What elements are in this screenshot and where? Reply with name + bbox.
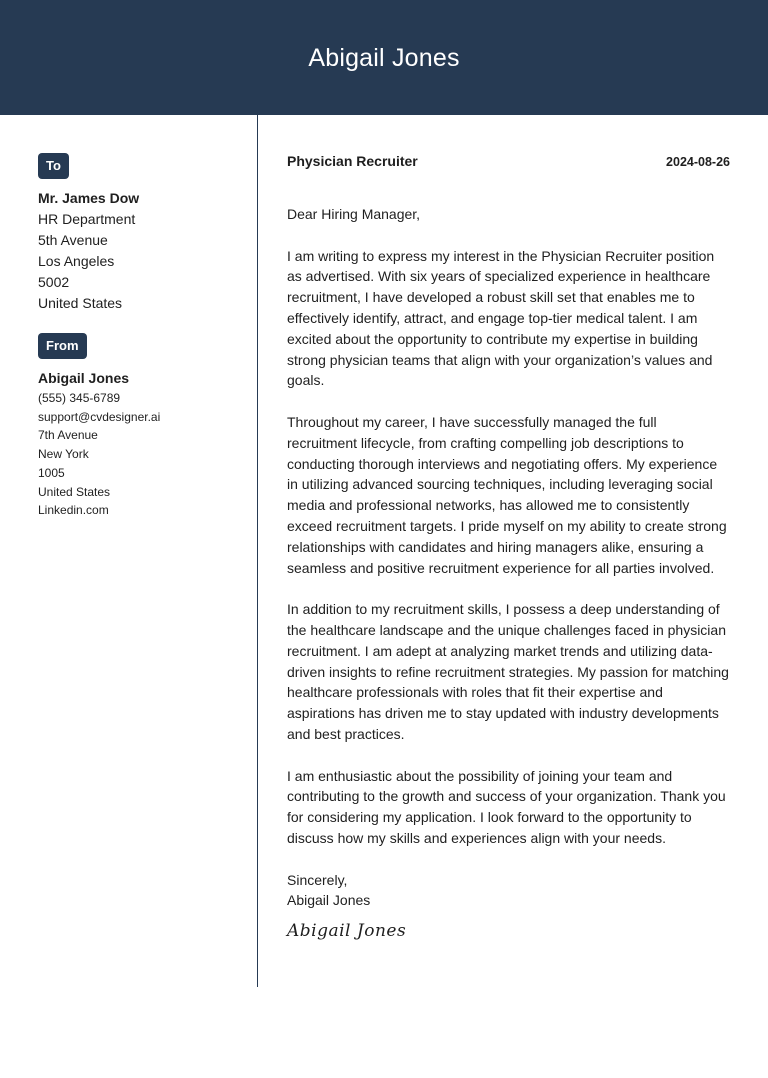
- recipient-street: 5th Avenue: [38, 232, 108, 248]
- salutation: Dear Hiring Manager,: [287, 206, 421, 222]
- recipient-country: United States: [38, 295, 123, 311]
- header-banner: [0, 0, 768, 115]
- sender-phone: (555) 345-6789: [38, 391, 121, 405]
- recipient-department: HR Department: [38, 211, 136, 227]
- paragraph-4: I am enthusiastic about the possibility of joining your team and contributing to the growth and success of your organization. Thank you for considering my application. I look forward to the opportunity to discuss how my skills and experiences align with your needs.: [287, 767, 726, 846]
- sender-name: Abigail Jones: [38, 370, 130, 386]
- job-title: Physician Recruiter: [287, 153, 418, 169]
- letter-date: 2024-08-26: [666, 155, 730, 169]
- sender-email: support@cvdesigner.ai: [38, 409, 161, 424]
- paragraph-3: In addition to my recruitment skills, I possess a deep understanding of the healthcare landscape and the unique challenges faced in physician recruitment. I am adept at analyzing market trends and utilizing data-driven insights to refine recruitment strategies. My passion for matching healthcare professionals with roles that fit their expertise and aspirations has driven me to stay updated with industry developments and best practices.: [287, 601, 729, 742]
- signature: Abigail Jones: [287, 921, 407, 942]
- vertical-divider: [257, 115, 258, 987]
- sidebar: [38, 153, 243, 520]
- recipient-city: Los Angeles: [38, 253, 115, 269]
- closing: Sincerely,: [287, 871, 348, 888]
- closing-name: Abigail Jones: [287, 892, 371, 909]
- sender-street: 7th Avenue: [38, 428, 98, 443]
- from-badge: From: [38, 333, 87, 359]
- sender-country: United States: [38, 484, 111, 499]
- to-badge: To: [38, 153, 69, 179]
- sender-postcode: 1005: [38, 465, 65, 480]
- recipient-name: Mr. James Dow: [38, 190, 140, 206]
- paragraph-2: Throughout my career, I have successfully managed the full recruitment lifecycle, from crafting compelling job descriptions to conducting thorough interviews and negotiating offers. My experience in utilizing advanced sourcing techniques, including leveraging social media and professional networks, has allowed me to consistently exceed recruitment targets. I pride myself on my ability to create strong relationships with candidates and hiring managers alike, ensuring a seamless and positive recruitment experience for all parties involved.: [287, 413, 727, 576]
- sender-linkedin: Linkedin.com: [38, 503, 109, 518]
- letter-meta-row: [287, 153, 730, 173]
- applicant-name-heading: Abigail Jones: [308, 44, 460, 72]
- letter-body: [287, 153, 730, 942]
- recipient-postcode: 5002: [38, 274, 70, 290]
- sender-city: New York: [38, 447, 89, 462]
- paragraph-1: I am writing to express my interest in the Physician Recruiter position as advertised. With six years of specialized experience in healthcare recruitment, I have developed a robust skill set that enables me to effectively identify, attract, and engage top-tier medical talent. I am excited about the opportunity to contribute my expertise in building strong physician teams that align with your organization’s values and goals.: [287, 247, 715, 389]
